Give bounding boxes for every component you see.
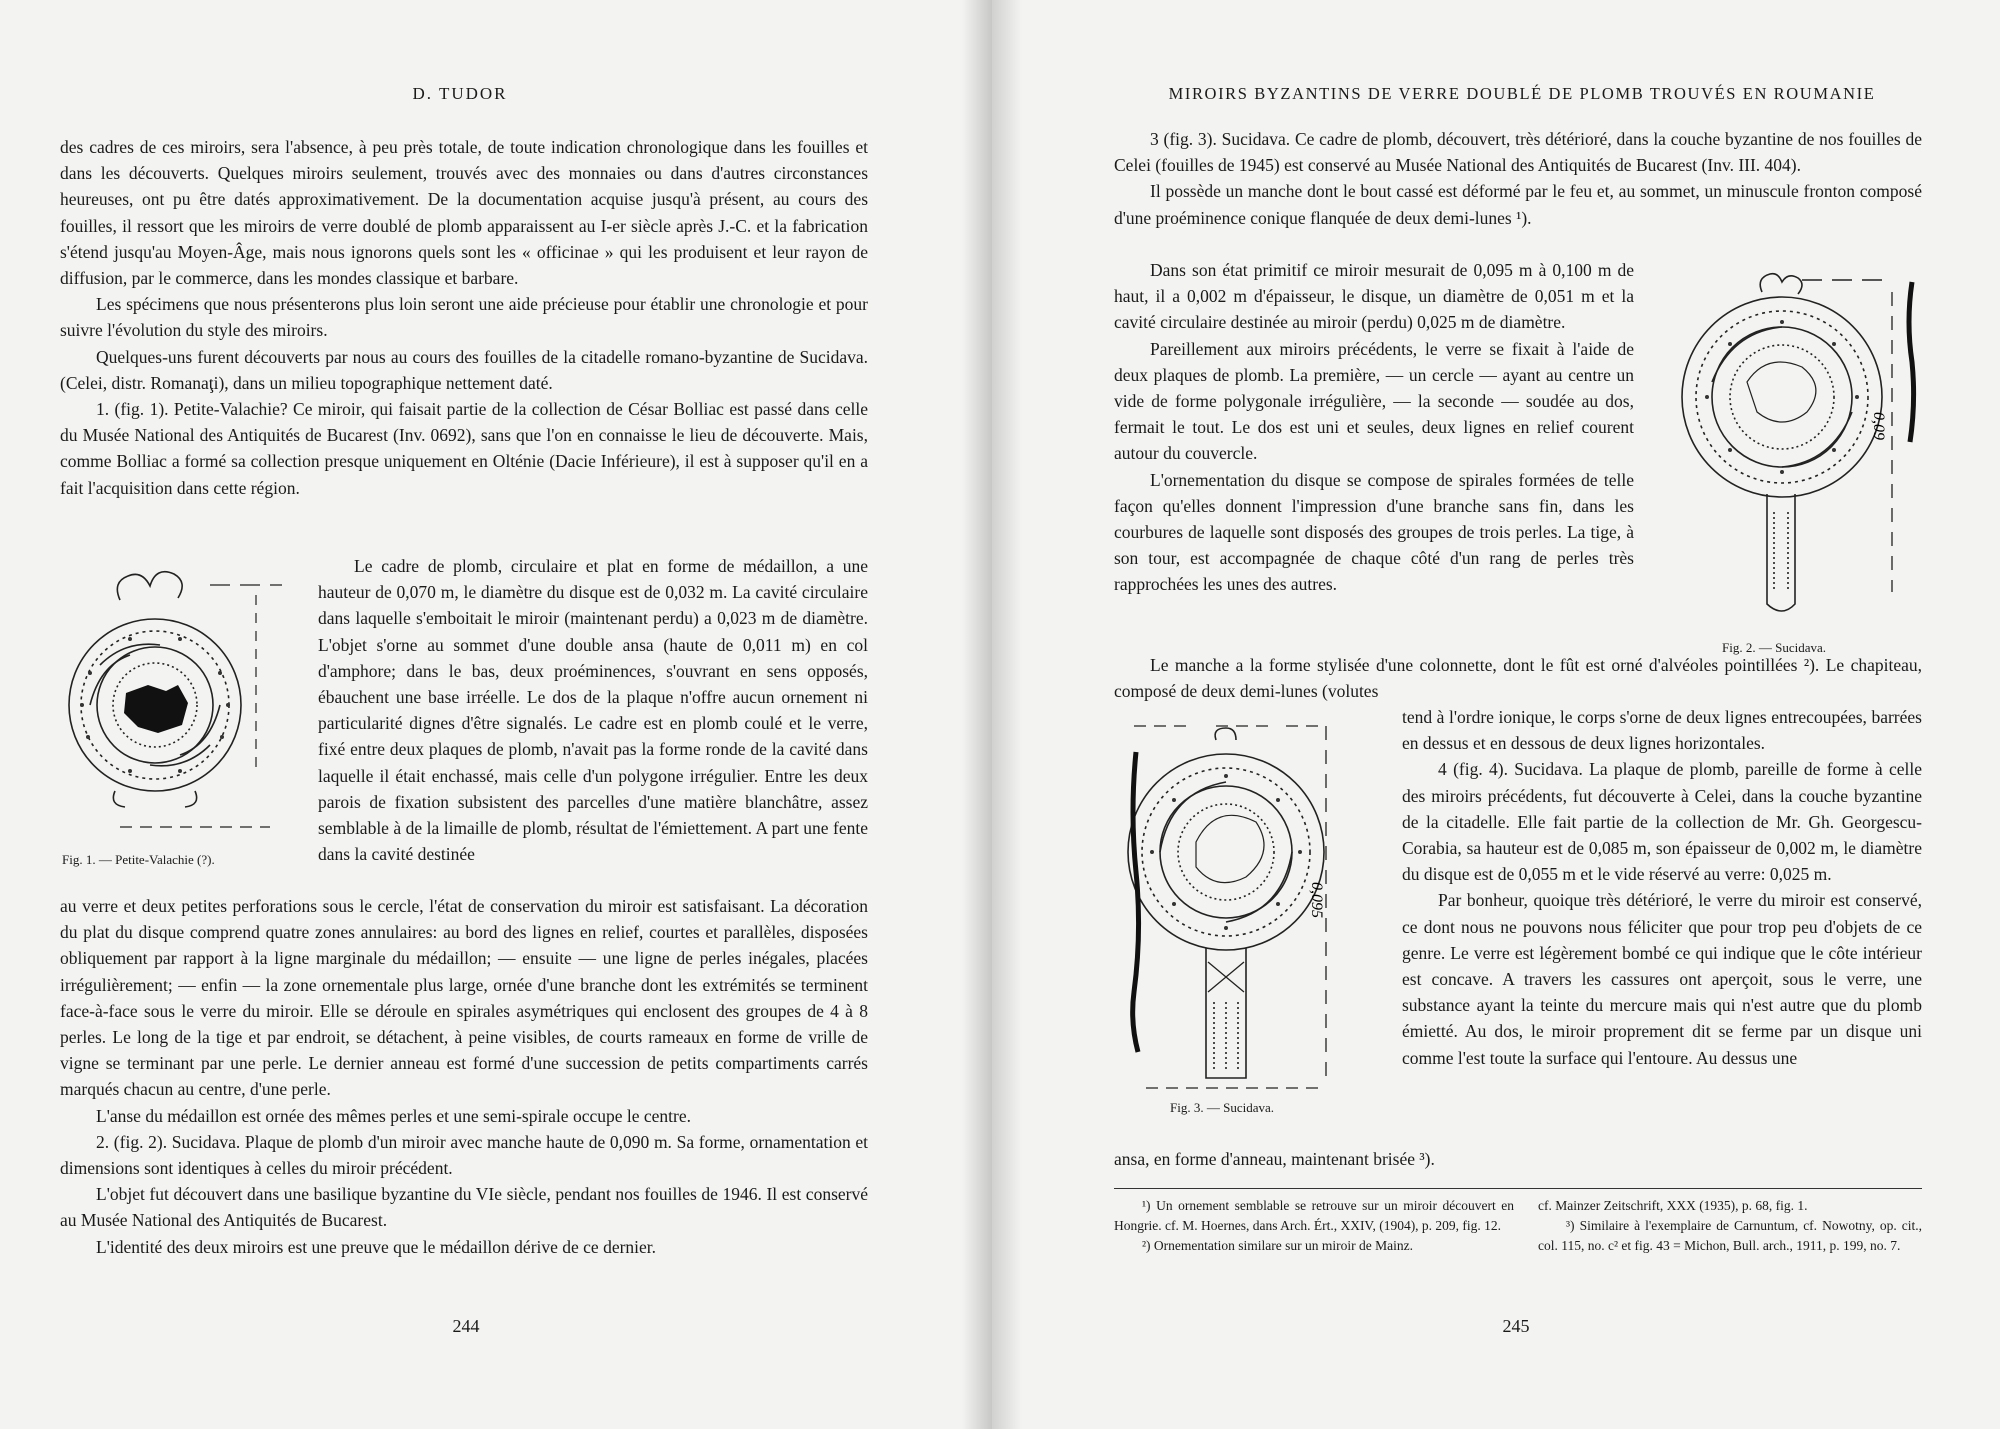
paragraph: Le cadre de plomb, circulaire et plat en forme de médaillon, a une hauteur de 0,070 m, le diamètre du disque est de 0,032 m. La cavité circulaire dans laquelle s'emboitait le miroir (maintenant perdu) a 0,023 m de diamètre. L'objet s'orne au sommet d'une double ansa (haute de 0,011 m) en col d'amphore; dans le bas, deux proéminences, s'ouvrant en sens opposés, ébauchent une base irréelle. Le dos de la plaque n'offre aucun ornement ni particularité dignes d'être signalés. Le cadre est en plomb coulé et le verre, fixé entre deux plaques de plomb, n'avait pas la forme ronde de la cavité dans laquelle il était enchassé, mais celle d'un polygone irrégulier. Entre les deux parois de fixation subsistent des parcelles d'une matière blanchâtre, assez semblable à de la limaille de plomb, résultat de l'émiettement. A part une fente dans la cavité destinée — [318, 556, 868, 865]
paragraph: Les spécimens que nous présenterons plus loin seront une aide précieuse pour établir une chronologie et pour suivre l'évolution du style des miroirs. — [60, 294, 868, 341]
running-head: MIROIRS BYZANTINS DE VERRE DOUBLÉ DE PLOMB TROUVÉS EN ROUMANIE — [1168, 84, 1876, 103]
footnote-rule — [1114, 1188, 1922, 1189]
figure-3 — [1126, 712, 1356, 1098]
body-text-mid-left — [1114, 257, 1634, 598]
paragraph: L'objet fut découvert dans une basilique byzantine du VIe siècle, pendant nos fouilles de 1946. Il est conservé au Musée National des Antiquités de Bucarest. — [60, 1184, 868, 1231]
figure-2-caption: Fig. 2. — Sucidava. — [1722, 640, 1826, 655]
figure-3-scale-label: 0,095 — [1308, 882, 1325, 918]
paragraph: 3 (fig. 3). Sucidava. Ce cadre de plomb, découvert, très détérioré, dans la couche byzantine de nos fouilles de Celei (fouilles de 1945) est conservé au Musée National des Antiquités de Bucarest (Inv. III. 404). — [1114, 129, 1922, 176]
footnote: cf. Mainzer Zeitschrift, XXX (1935), p. 68, fig. 1. — [1538, 1198, 1808, 1213]
footnotes-right — [1538, 1196, 1922, 1256]
paragraph: des cadres de ces miroirs, sera l'absence, à peu près totale, de toute indication chronologique dans les fouilles et dans les découverts. Quelques miroirs seulement, trouvés avec des monnaies ou dans d'autres circonstances heureuses, ont pu être datés approximativement. De la documentation acquise jusqu'à présent, au cours des fouilles, il ressort que les miroirs de verre doublé de plomb apparaissent au I-er siècle après J.-C. et la fabrication s'étend jusqu'au Moyen-Âge, mais nous ignorons quels sont les « officinae » qui les produisent et leur rayon de diffusion, par le commerce, dans les mondes classique et barbare. — [60, 137, 868, 289]
paragraph: Dans son état primitif ce miroir mesurait de 0,095 m à 0,100 m de haut, il a 0,002 m d'épaisseur, le disque, un diamètre de 0,051 m et la cavité circulaire destinée au miroir (perdu) 0,025 m de diamètre. — [1114, 260, 1634, 333]
gutter-shadow — [992, 0, 1022, 1429]
page-number: 245 — [1502, 1316, 1530, 1336]
paragraph: au verre et deux petites perforations sous le cercle, l'état de conservation du miroir est satisfaisant. La décoration du plat du disque comprend quatre zones annulaires: au bord des lignes en relief, courtes et parallèles, disposées obliquement par rapport à la ligne marginale du médaillon; — ensuite — une ligne de perles inégales, placées irrégulièrement; — enfin — la zone ornementale plus large, ornée d'une branche dont les extrémités se terminent face-à-face sous le verre du miroir. Elle se déroule en spirales asymétriques qui enclosent des groupes de 4 à 8 perles. Le long de la tige et par endroit, se détachent, à peine visibles, de courts rameaux en forme de vrille de vigne se terminant par une perle. Le dernier anneau est formé d'une succession de petits compartiments carrés marqués chacun au centre, d'une perle. — [60, 896, 868, 1100]
paragraph: 4 (fig. 4). Sucidava. La plaque de plomb, pareille de forme à celle des miroirs précédents, fut découverte à Celei, dans la couche byzantine de la citadelle. Elle fait partie de la collection de Mr. Gh. Georgescu-Corabia, sa hauteur est de 0,085 m, son épaisseur de 0,002 m, le diamètre du disque est de 0,055 m et le vide réservé au verre: 0,025 m. — [1402, 759, 1922, 885]
figure-1 — [60, 555, 300, 845]
paragraph: 1. (fig. 1). Petite-Valachie? Ce miroir, qui faisait partie de la collection de César Bolliac est passé dans celle du Musée National des Antiquités de Bucarest (Inv. 0692), sans que l'on en connaisse le lieu de découverte. Mais, comme Bolliac a formé sa collection presque uniquement en Olténie (Dacie Inférieure), il est à supposer qu'il en a fait l'acquisition dans cette région. — [60, 399, 868, 498]
footnote: ³) Similaire à l'exemplaire de Carnuntum, cf. Nowotny, op. cit., col. 115, no. c² et fig. 43 = Michon, Bull. arch., 1911, p. 199, no. 7. — [1538, 1218, 1922, 1253]
body-text-full-mid — [1114, 652, 1922, 704]
body-text-side — [318, 553, 868, 867]
figure-3-caption: Fig. 3. — Sucidava. — [1170, 1100, 1274, 1115]
mirror-drawing-fig2 — [1652, 262, 1922, 632]
paragraph: tend à l'ordre ionique, le corps s'orne de deux lignes entrecoupées, barrées en dessus et en dessous de deux lignes horizontales. — [1402, 707, 1922, 754]
running-head: D. TUDOR — [412, 84, 508, 103]
paragraph: Pareillement aux miroirs précédents, le verre se fixait à l'aide de deux plaques de plomb. La première, — un cercle — ayant au centre un vide de forme polygonale irrégulière, — la seconde — soudée au dos, fermait le tout. Le dos est uni et seules, deux lignes en relief courent autour du couvercle. — [1114, 338, 1634, 464]
body-text-top — [60, 134, 868, 501]
footnotes-left — [1114, 1196, 1514, 1256]
body-text-top — [1114, 126, 1922, 231]
body-text-last — [1114, 1146, 1922, 1172]
figure-1-caption: Fig. 1. — Petite-Valachie (?). — [62, 852, 215, 867]
paragraph: ansa, en forme d'anneau, maintenant brisée ³). — [1114, 1149, 1435, 1169]
right-page — [992, 0, 2000, 1429]
paragraph: Quelques-uns furent découverts par nous au cours des fouilles de la citadelle romano-byzantine de Sucidava. (Celei, distr. Romanaţi), dans un milieu topographique nettement daté. — [60, 346, 868, 393]
body-text-bottom — [60, 893, 868, 1260]
paragraph: L'identité des deux miroirs est une preuve que le médaillon dérive de ce dernier. — [96, 1236, 657, 1257]
paragraph: Par bonheur, quoique très détérioré, le verre du miroir est conservé, ce dont nous ne pouvons nous féliciter que pour trop peu d'objets de ce genre. Le verre est légèrement bombé ce qui indique que le côte intérieur est concave. A travers les cassures ont aperçoit, sous le verre, une substance ayant la teinte du mercure mais qui n'est autre que du plomb émietté. Au dos, le miroir proprement dit se ferme par un disque uni comme l'est toute la surface qui l'entoure. Au dessus une — [1402, 890, 1922, 1068]
paragraph: Le manche a la forme stylisée d'une colonnette, dont le fût est orné d'alvéoles pointillées ²). Le chapiteau, composé de deux demi-lunes (volutes — [1114, 655, 1922, 702]
left-page — [0, 0, 992, 1429]
mirror-drawing-fig3 — [1126, 712, 1356, 1098]
paragraph: L'anse du médaillon est ornée des mêmes perles et une semi-spirale occupe le centre. — [96, 1105, 691, 1126]
figure-2 — [1652, 262, 1922, 632]
body-text-mid-right — [1402, 704, 1922, 1071]
figure-2-scale-label: 0,09 — [1870, 412, 1887, 440]
footnote: ¹) Un ornement semblable se retrouve sur un miroir découvert en Hongrie. cf. M. Hoernes, dans Arch. Ért., XXIV, (1904), p. 209, fig. 12. — [1114, 1198, 1514, 1233]
paragraph: L'ornementation du disque se compose de spirales formées de telle façon qu'elles donnent l'impression d'une branche sans fin, dans les courbures de laquelle sont disposés des groupes de trois perles. La tige, à son tour, est accompagnée de chaque côté d'un rang de perles très rapprochées les unes des autres. — [1114, 469, 1634, 595]
mirror-drawing-fig1 — [60, 555, 300, 845]
gutter-shadow — [962, 0, 992, 1429]
footnote: ²) Ornementation similare sur un miroir de Mainz. — [1142, 1238, 1413, 1253]
page-number: 244 — [452, 1316, 480, 1336]
paragraph: 2. (fig. 2). Sucidava. Plaque de plomb d'un miroir avec manche haute de 0,090 m. Sa forme, ornamentation et dimensions sont identiques à celles du miroir précédent. — [60, 1131, 868, 1179]
paragraph: Il possède un manche dont le bout cassé est déformé par le feu et, au sommet, un minuscule fronton composé d'une proéminence conique flanquée de deux demi-lunes ¹). — [1114, 181, 1922, 228]
